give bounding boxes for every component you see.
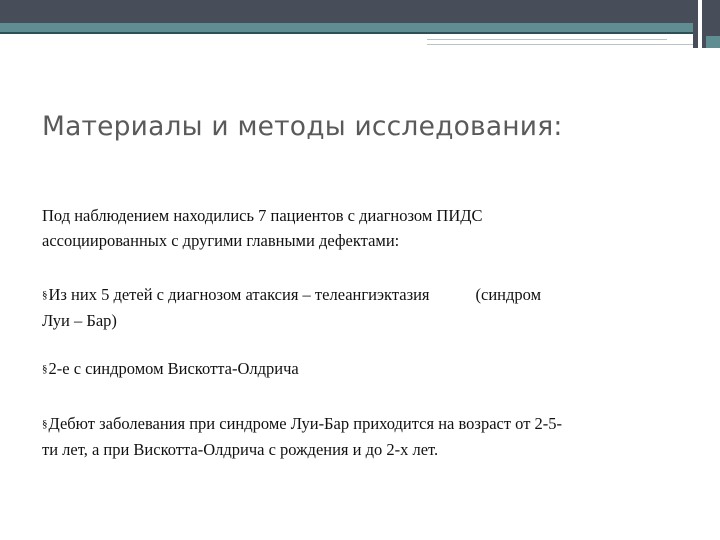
- header-bar-teal: [0, 23, 720, 32]
- paragraph-patients-line-2: ассоциированных с другими главными дефектами:: [42, 231, 400, 250]
- corner-accent-stripe: [698, 0, 702, 48]
- decorative-rule-lower: [427, 44, 693, 45]
- bullet-icon: §: [42, 289, 48, 301]
- bullet-item-wiskott: [42, 356, 682, 382]
- header-bar-dark: [0, 0, 720, 23]
- bullet-item-onset-line-1: Дебют заболевания при синдроме Луи-Бар приходится на возраст от 2-5-: [48, 414, 563, 433]
- paragraph-patients: [42, 203, 682, 253]
- bullet-item-wiskott-text: 2-е с синдромом Вискотта-Олдрича: [48, 359, 299, 378]
- header-bar-line: [0, 32, 720, 34]
- bullet-item-onset-line-2: ти лет, а при Вискотта-Олдрича с рождения и до 2-х лет.: [42, 440, 439, 459]
- bullet-icon: §: [42, 418, 48, 430]
- bullet-item-ataxia-line-2: Луи – Бар): [42, 311, 117, 330]
- bullet-item-ataxia-text: Из них 5 детей с диагнозом атаксия – телеангиэктазия: [48, 285, 430, 304]
- decorative-rule-upper: [427, 39, 667, 40]
- slide-title: Материалы и методы исследования:: [42, 111, 563, 142]
- corner-accent-teal: [706, 36, 720, 48]
- paragraph-patients-line-1: Под наблюдением находились 7 пациентов с диагнозом ПИДС: [42, 206, 483, 225]
- bullet-icon: §: [42, 363, 48, 375]
- bullet-item-ataxia-syndrome: (синдром: [475, 285, 542, 304]
- bullet-item-onset: [42, 411, 682, 462]
- bullet-item-ataxia: [42, 282, 682, 333]
